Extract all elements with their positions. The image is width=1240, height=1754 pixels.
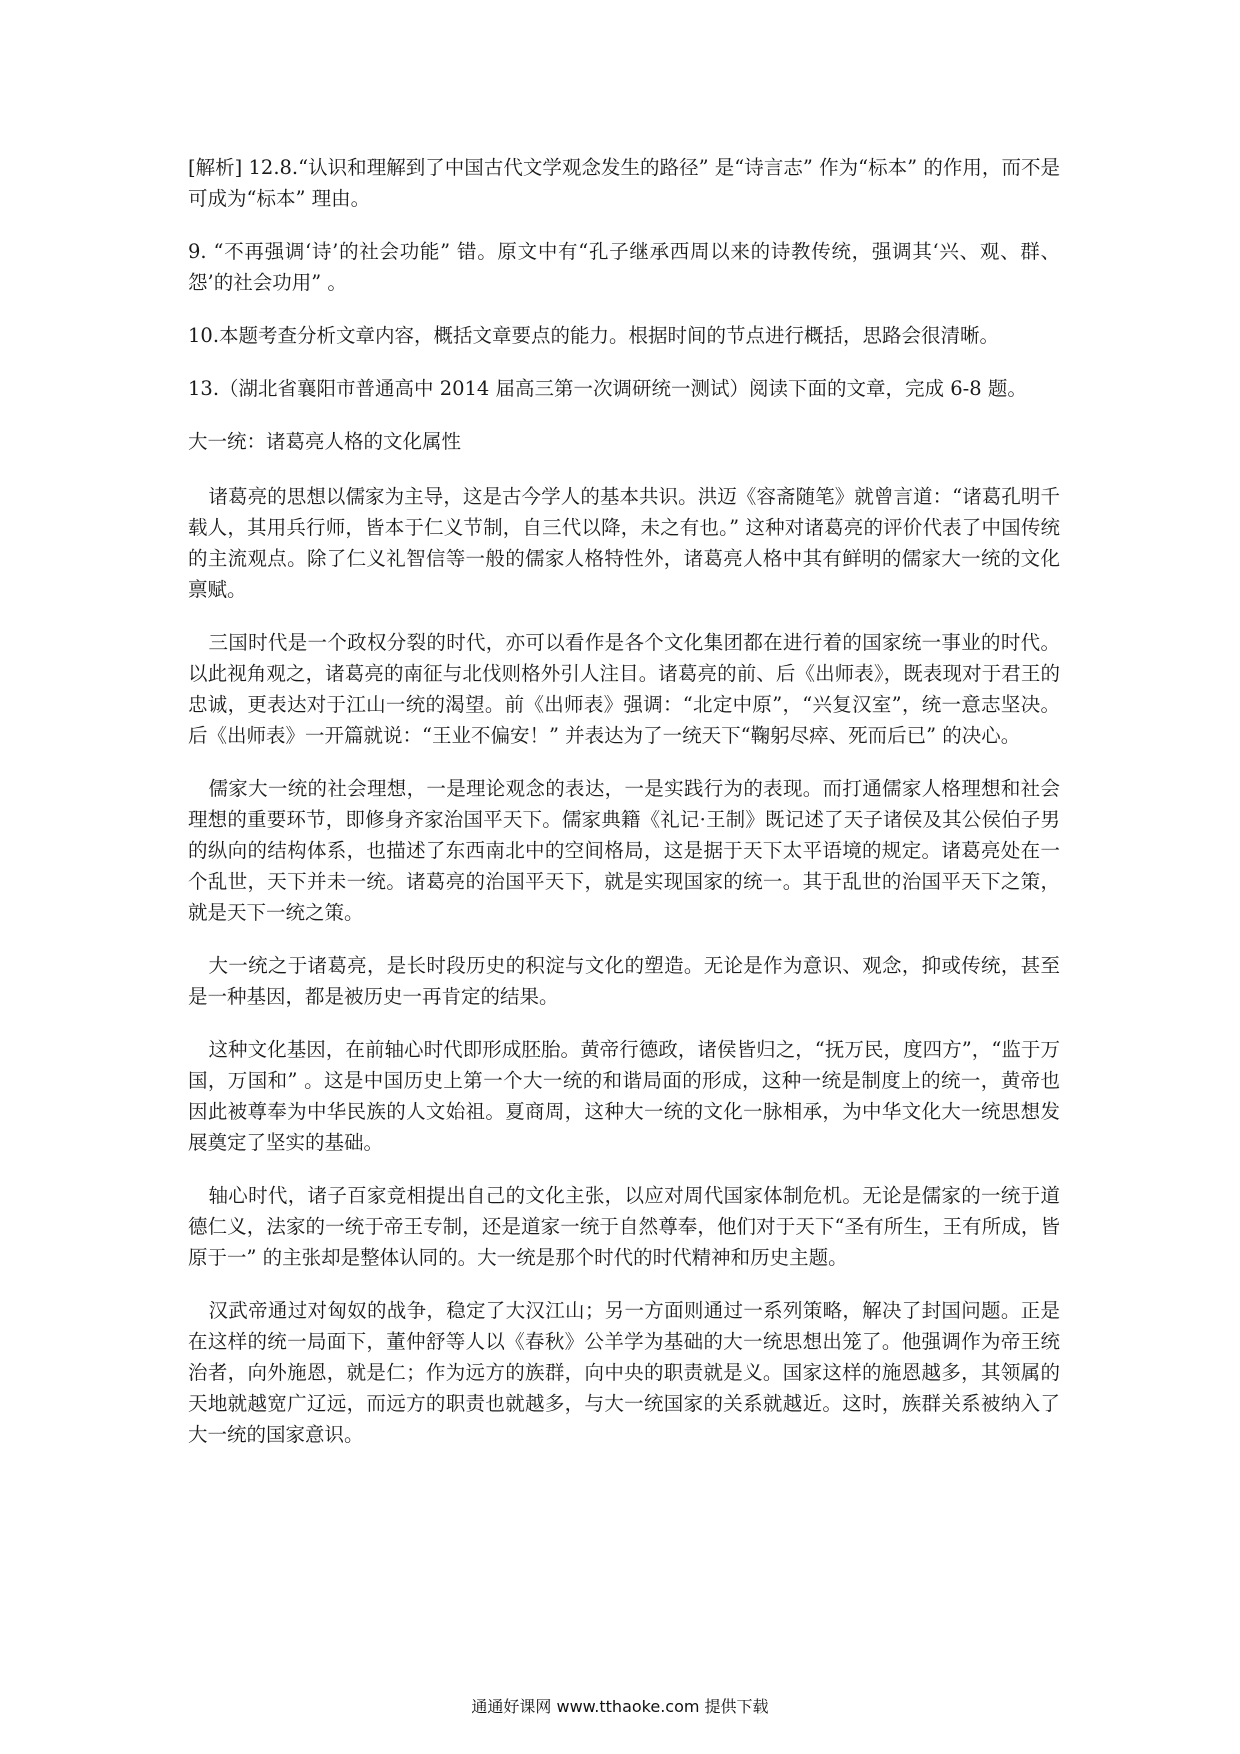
article-paragraph-6: 轴心时代，诸子百家竞相提出自己的文化主张，以应对周代国家体制危机。无论是儒家的一统于道德仁义，法家的一统于帝王专制，还是道家一统于自然尊奉，他们对于天下“圣有所生，王有所成，皆原于一” 的主张却是整体认同的。大一统是那个时代的时代精神和历史主题。 [188,1184,1060,1269]
analysis-paragraph-2: 9. “不再强调‘诗’的社会功能” 错。原文中有“孔子继承西周以来的诗教传统，强调其‘兴、观、群、怨’的社会功用” 。 [188,240,1060,294]
document-body [188,152,1060,1472]
analysis-paragraph-1: [解析] 12.8.“认识和理解到了中国古代文学观念发生的路径” 是“诗言志” 作为“标本” 的作用，而不是可成为“标本” 理由。 [188,156,1060,210]
article-paragraph-5: 这种文化基因，在前轴心时代即形成胚胎。黄帝行德政，诸侯皆归之，“抚万民，度四方”，“监于万国，万国和” 。这是中国历史上第一个大一统的和谐局面的形成，这种一统是制度上的统一，黄帝也因此被尊奉为中华民族的人文始祖。夏商周，这种大一统的文化一脉相承，为中华文化大一统思想发展奠定了坚实的基础。 [188,1038,1060,1154]
article-paragraph-1: 诸葛亮的思想以儒家为主导，这是古今学人的基本共识。洪迈《容斋随笔》就曾言道：“诸葛孔明千载人，其用兵行师，皆本于仁义节制，自三代以降，未之有也。” 这种对诸葛亮的评价代表了中国传统的主流观点。除了仁义礼智信等一般的儒家人格特性外，诸葛亮人格中其有鲜明的儒家大一统的文化禀赋。 [188,485,1060,601]
article-paragraph-4: 大一统之于诸葛亮，是长时段历史的积淀与文化的塑造。无论是作为意识、观念，抑或传统，甚至是一种基因，都是被历史一再肯定的结果。 [188,954,1060,1008]
article-paragraph-7: 汉武帝通过对匈奴的战争，稳定了大汉江山；另一方面则通过一系列策略，解决了封国问题。正是在这样的统一局面下，董仲舒等人以《春秋》公羊学为基础的大一统思想出笼了。他强调作为帝王统治者，向外施恩，就是仁；作为远方的族群，向中央的职责就是义。国家这样的施恩越多，其领属的天地就越宽广辽远，而远方的职责也就越多，与大一统国家的关系就越近。这时，族群关系被纳入了大一统的国家意识。 [188,1299,1060,1446]
article-paragraph-3: 儒家大一统的社会理想，一是理论观念的表达，一是实践行为的表现。而打通儒家人格理想和社会理想的重要环节，即修身齐家治国平天下。儒家典籍《礼记·王制》既记述了天子诸侯及其公侯伯子男的纵向的结构体系，也描述了东西南北中的空间格局，这是据于天下太平语境的规定。诸葛亮处在一个乱世，天下并未一统。诸葛亮的治国平天下，就是实现国家的统一。其于乱世的治国平天下之策，就是天下一统之策。 [188,777,1060,924]
page-footer: 通通好课网 www.tthaoke.com 提供下载 [471,1697,769,1716]
article-paragraph-2: 三国时代是一个政权分裂的时代，亦可以看作是各个文化集团都在进行着的国家统一事业的时代。以此视角观之，诸葛亮的南征与北伐则格外引人注目。诸葛亮的前、后《出师表》，既表现对于君王的忠诚，更表达对于江山一统的渴望。前《出师表》强调：“北定中原”，“兴复汉室”，统一意志坚决。后《出师表》一开篇就说：“王业不偏安！” 并表达为了一统天下“鞠躬尽瘁、死而后已” 的决心。 [188,631,1060,747]
analysis-paragraph-3: 10.本题考查分析文章内容，概括文章要点的能力。根据时间的节点进行概括，思路会很清晰。 [188,324,1000,347]
question-heading: 13.（湖北省襄阳市普通高中 2014 届高三第一次调研统一测试）阅读下面的文章，完成 6-8 题。 [188,377,1027,400]
article-title: 大一统：诸葛亮人格的文化属性 [188,430,462,453]
